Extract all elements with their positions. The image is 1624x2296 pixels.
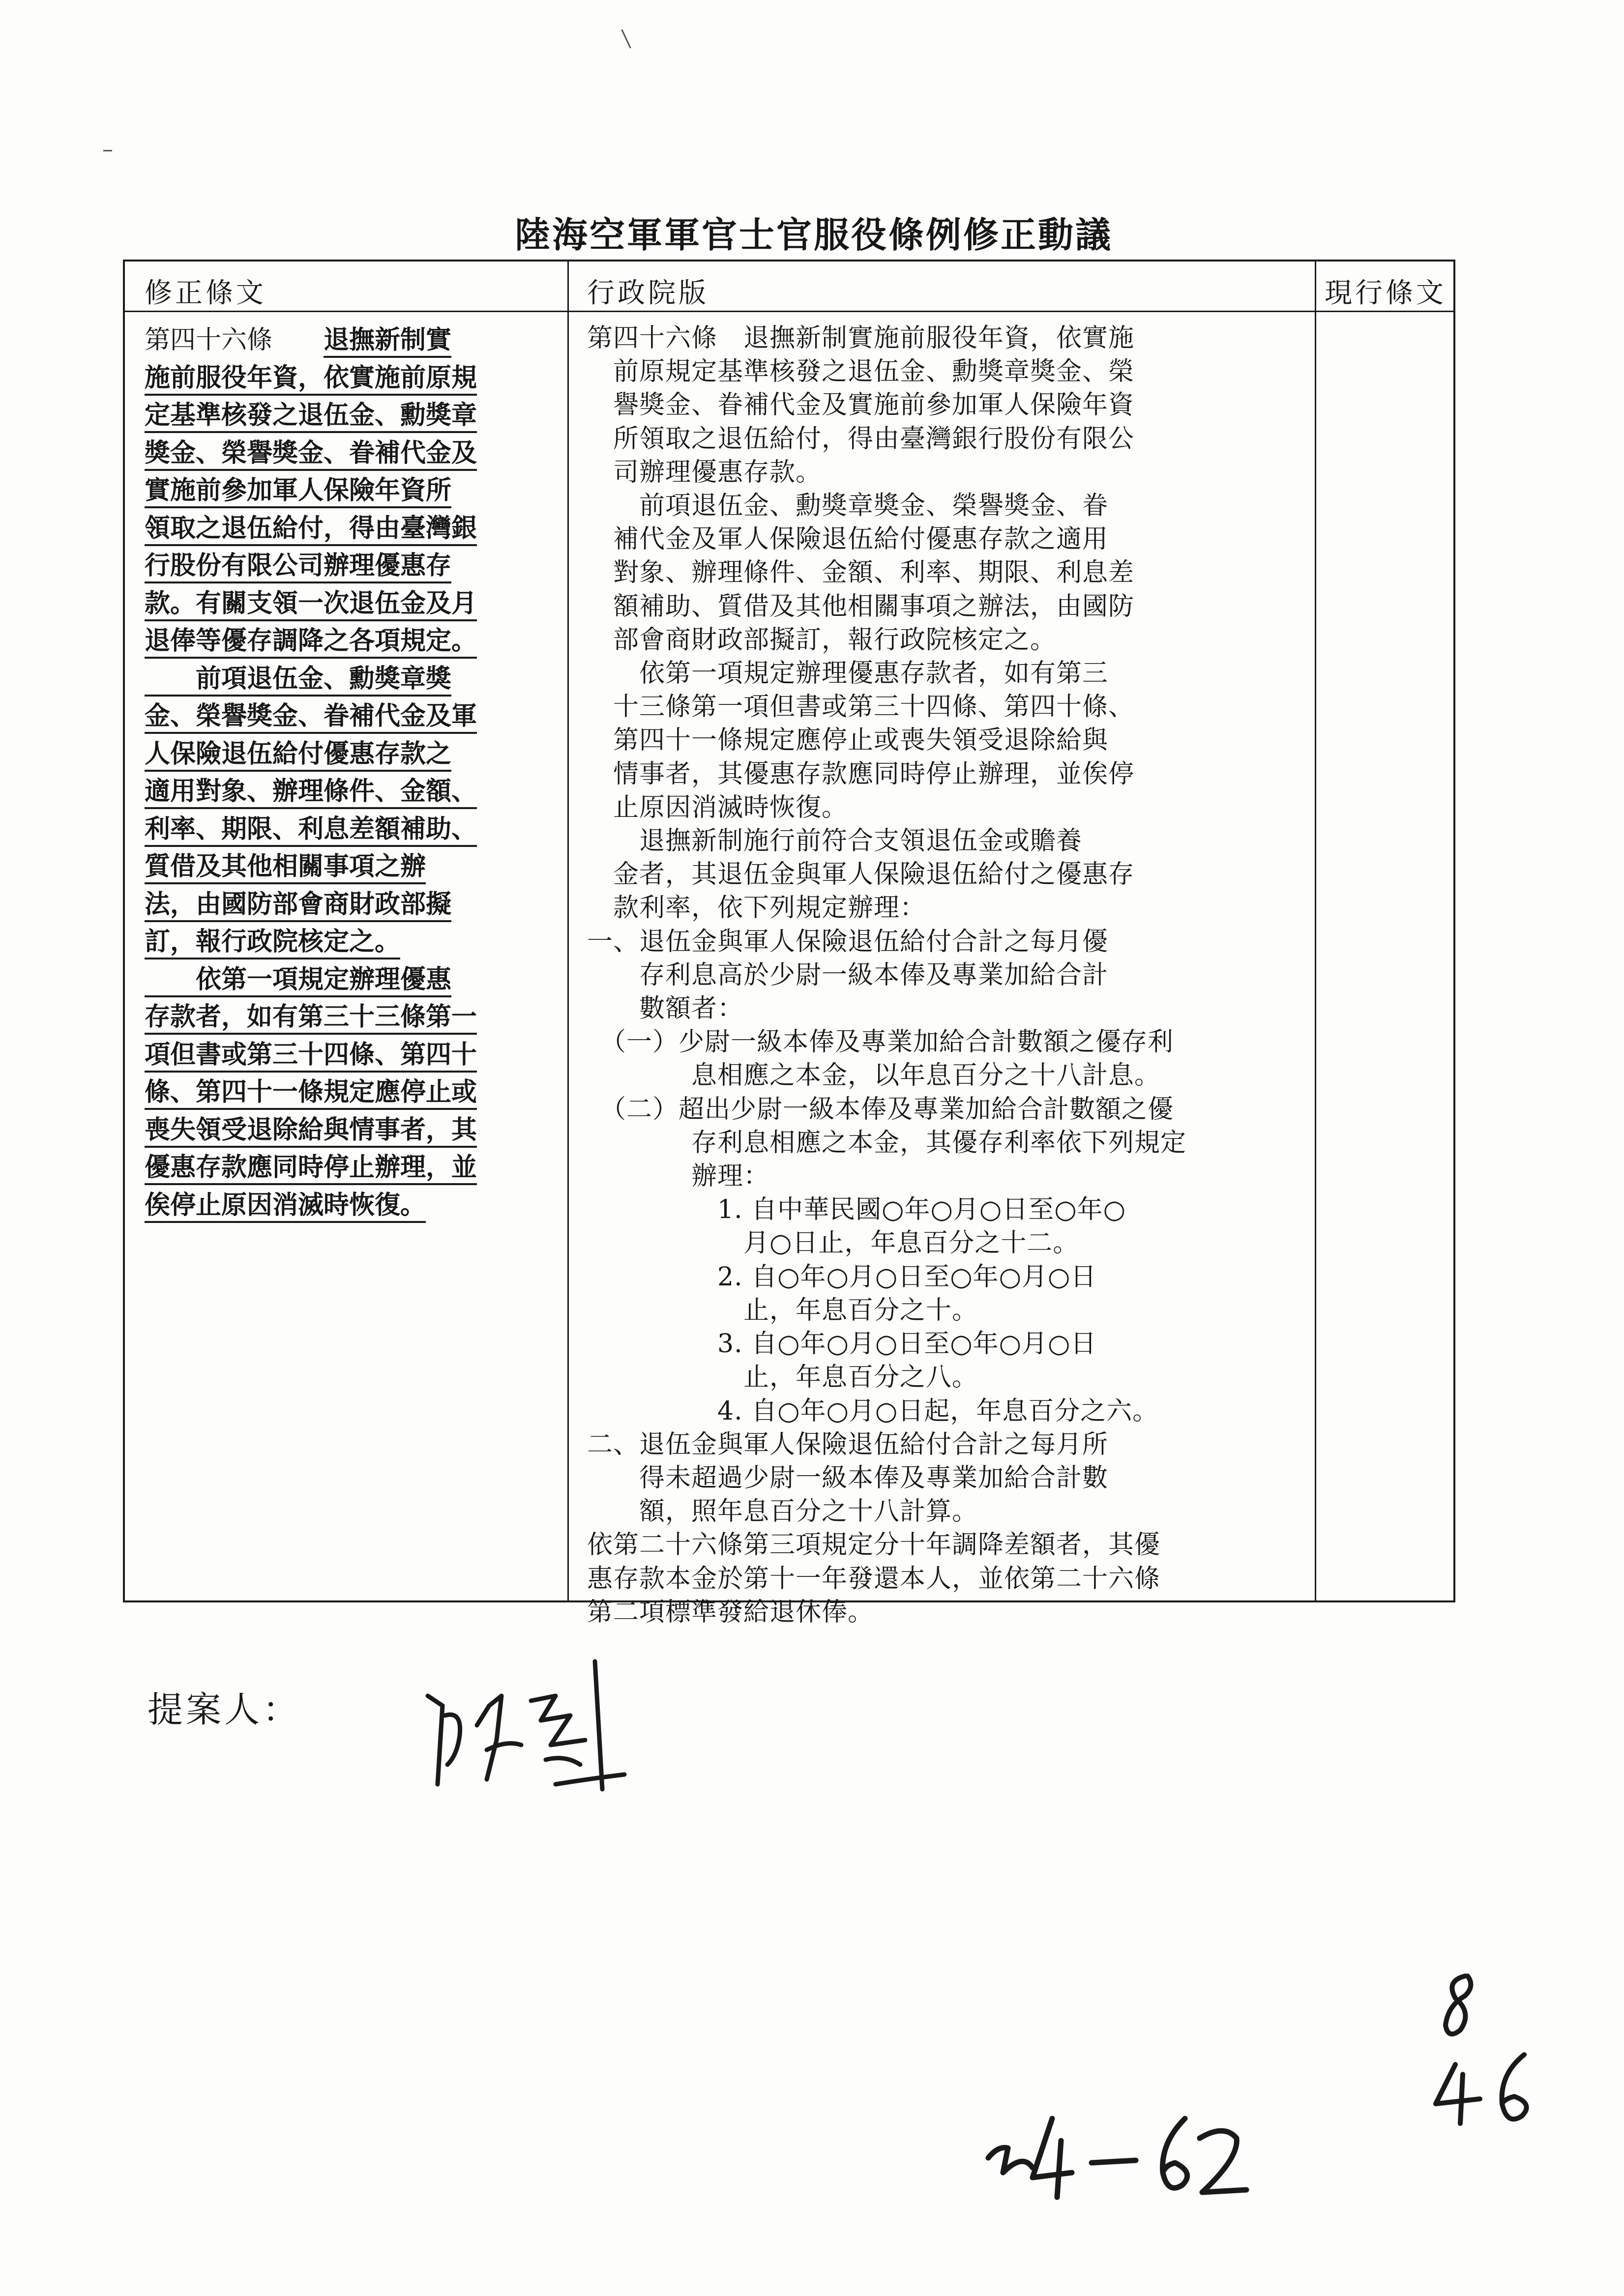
revised-line: [145, 698, 477, 735]
executive-line: 存利息高於少尉一級本俸及專業加給合計: [587, 960, 1109, 990]
executive-line: 依第二十六條第三項規定分十年調降差額者，其優: [587, 1530, 1161, 1560]
amended-text: 依第一項規定辦理優惠: [145, 964, 451, 997]
executive-line: （二）超出少尉一級本俸及專業加給合計數額之優: [587, 1094, 1174, 1124]
column-header-current: 現行條文: [1325, 277, 1447, 309]
amended-text: 俟停止原因消滅時恢復。: [145, 1190, 426, 1223]
column-header-executive: 行政院版: [587, 277, 709, 309]
revised-line: [145, 660, 477, 698]
revised-line: [145, 848, 477, 886]
revised-line: [145, 811, 477, 848]
amended-text: 款。有關支領一次退伍金及月: [145, 588, 477, 621]
executive-line: 得未超過少尉一級本俸及專業加給合計數: [587, 1463, 1109, 1493]
revised-line: [145, 773, 477, 811]
header-divider: [125, 311, 1453, 312]
revised-line: [145, 886, 477, 924]
amended-text: 利率、期限、利息差額補助、: [145, 814, 477, 847]
amended-text: 退撫新制實: [324, 325, 451, 358]
executive-line: 譽獎金、眷補代金及實施前參加軍人保險年資: [587, 390, 1135, 420]
amended-text: 人保險退伍給付優惠存款之: [145, 739, 451, 772]
revised-line: [145, 998, 477, 1036]
revised-line: [145, 1111, 477, 1149]
executive-line: 依第一項規定辦理優惠存款者，如有第三: [587, 659, 1109, 689]
executive-version-text: [587, 321, 1186, 1629]
amended-text: 喪失領受退除給與情事者，其: [145, 1115, 477, 1148]
executive-line: 2. 自○年○月○日至○年○月○日: [587, 1262, 1097, 1292]
executive-line: 情事者，其優惠存款應同時停止辦理，並俟停: [587, 759, 1135, 789]
comparison-table: [123, 260, 1455, 1627]
proposer-label: 提案人：: [148, 1689, 301, 1730]
executive-line: 二、退伍金與軍人保險退伍給付合計之每月所: [587, 1429, 1109, 1459]
article-number: 第四十六條: [145, 325, 273, 355]
revised-line: [145, 1187, 477, 1224]
executive-line: 補代金及軍人保險退伍給付優惠存款之適用: [587, 524, 1109, 554]
executive-line: 存利息相應之本金，其優存利率依下列規定: [587, 1128, 1187, 1158]
executive-line: 第四十一條規定應停止或喪失領受退除給與: [587, 726, 1109, 756]
column-divider: [567, 262, 569, 1600]
executive-line: 一、退伍金與軍人保險退伍給付合計之每月優: [587, 927, 1109, 957]
handwritten-margin-mark: [1426, 1956, 1554, 2133]
revised-line: [145, 735, 477, 773]
revised-line: [145, 397, 477, 435]
revised-line: [145, 435, 477, 472]
amended-text: 存款者，如有第三十三條第一: [145, 1002, 477, 1035]
amended-text: 退俸等優存調降之各項規定。: [145, 626, 477, 659]
revised-line: [145, 1149, 477, 1187]
executive-line: 前項退伍金、勳獎章獎金、榮譽獎金、眷: [587, 491, 1109, 521]
executive-line: 退撫新制施行前符合支領退伍金或贍養: [587, 826, 1083, 856]
executive-line: （一）少尉一級本俸及專業加給合計數額之優存利: [587, 1027, 1174, 1057]
executive-line: 止原因消滅時恢復。: [587, 792, 848, 822]
amended-text: 訂，報行政院核定之。: [145, 927, 400, 959]
column-header-revised: 修正條文: [145, 277, 266, 309]
executive-line: 3. 自○年○月○日至○年○月○日: [587, 1329, 1097, 1359]
amended-text: 定基準核發之退伍金、勳獎章: [145, 400, 477, 433]
scan-speck: [103, 150, 112, 151]
scan-speck: [621, 29, 631, 48]
executive-line: 止，年息百分之八。: [587, 1363, 978, 1393]
executive-line: 額補助、質借及其他相關事項之辦法，由國防: [587, 591, 1135, 621]
executive-line: 1. 自中華民國○年○月○日至○年○: [587, 1195, 1126, 1225]
revised-line: [145, 923, 477, 961]
executive-line: 辦理：: [587, 1162, 770, 1192]
handwritten-page-mark: [978, 2099, 1254, 2207]
revised-line: [145, 585, 477, 623]
revised-line: [145, 472, 477, 510]
executive-line: 第四十六條 退撫新制實施前服役年資，依實施: [587, 323, 1135, 353]
revised-article-text: [145, 321, 477, 1224]
revised-line: [145, 1036, 477, 1074]
revised-line: [145, 510, 477, 548]
column-divider: [1315, 262, 1316, 1600]
executive-line: 4. 自○年○月○日起，年息百分之六。: [587, 1396, 1159, 1426]
executive-line: 部會商財政部擬訂，報行政院核定之。: [587, 625, 1057, 655]
amended-text: 金、榮譽獎金、眷補代金及軍: [145, 701, 477, 734]
executive-line: 前原規定基準核發之退伍金、勳獎章獎金、榮: [587, 357, 1135, 387]
executive-line: 第二項標準發給退休俸。: [587, 1597, 874, 1627]
executive-line: 數額者：: [587, 994, 744, 1024]
amended-text: 質借及其他相關事項之辦: [145, 851, 426, 884]
revised-line: [145, 961, 477, 999]
amended-text: 行股份有限公司辦理優惠存: [145, 551, 451, 583]
amended-text: 前項退伍金、勳獎章獎: [145, 664, 451, 697]
amended-text: 項但書或第三十四條、第四十: [145, 1040, 477, 1073]
executive-line: 止，年息百分之十。: [587, 1295, 978, 1325]
amended-text: 條、第四十一條規定應停止或: [145, 1077, 477, 1110]
executive-line: 月○日止，年息百分之十二。: [587, 1228, 1079, 1258]
revised-line: [145, 547, 477, 585]
executive-line: 所領取之退伍給付，得由臺灣銀行股份有限公: [587, 424, 1135, 454]
revised-line: [145, 359, 477, 397]
executive-line: 對象、辦理條件、金額、利率、期限、利息差: [587, 558, 1135, 588]
revised-line: [145, 622, 477, 660]
revised-line: [145, 1074, 477, 1111]
amended-text: 領取之退伍給付，得由臺灣銀: [145, 513, 477, 546]
executive-line: 十三條第一項但書或第三十四條、第四十條、: [587, 692, 1135, 722]
document-title: 陸海空軍軍官士官服役條例修正動議: [514, 214, 1113, 256]
executive-line: 司辦理優惠存款。: [587, 457, 822, 487]
amended-text: 優惠存款應同時停止辦理，並: [145, 1152, 477, 1185]
executive-line: 惠存款本金於第十一年發還本人，並依第二十六條: [587, 1564, 1161, 1594]
executive-line: 額，照年息百分之十八計算。: [587, 1497, 978, 1527]
revised-line: [145, 321, 477, 359]
amended-text: 法，由國防部會商財政部擬: [145, 889, 451, 922]
amended-text: 適用對象、辦理條件、金額、: [145, 776, 477, 809]
executive-line: 金者，其退伍金與軍人保險退伍給付之優惠存: [587, 860, 1135, 890]
amended-text: 獎金、榮譽獎金、眷補代金及: [145, 438, 477, 471]
executive-line: 息相應之本金，以年息百分之十八計息。: [587, 1061, 1161, 1091]
executive-line: 款利率，依下列規定辦理：: [587, 893, 926, 923]
amended-text: 實施前參加軍人保險年資所: [145, 475, 451, 508]
signature: [408, 1642, 664, 1838]
amended-text: 施前服役年資，依實施前原規: [145, 363, 477, 396]
